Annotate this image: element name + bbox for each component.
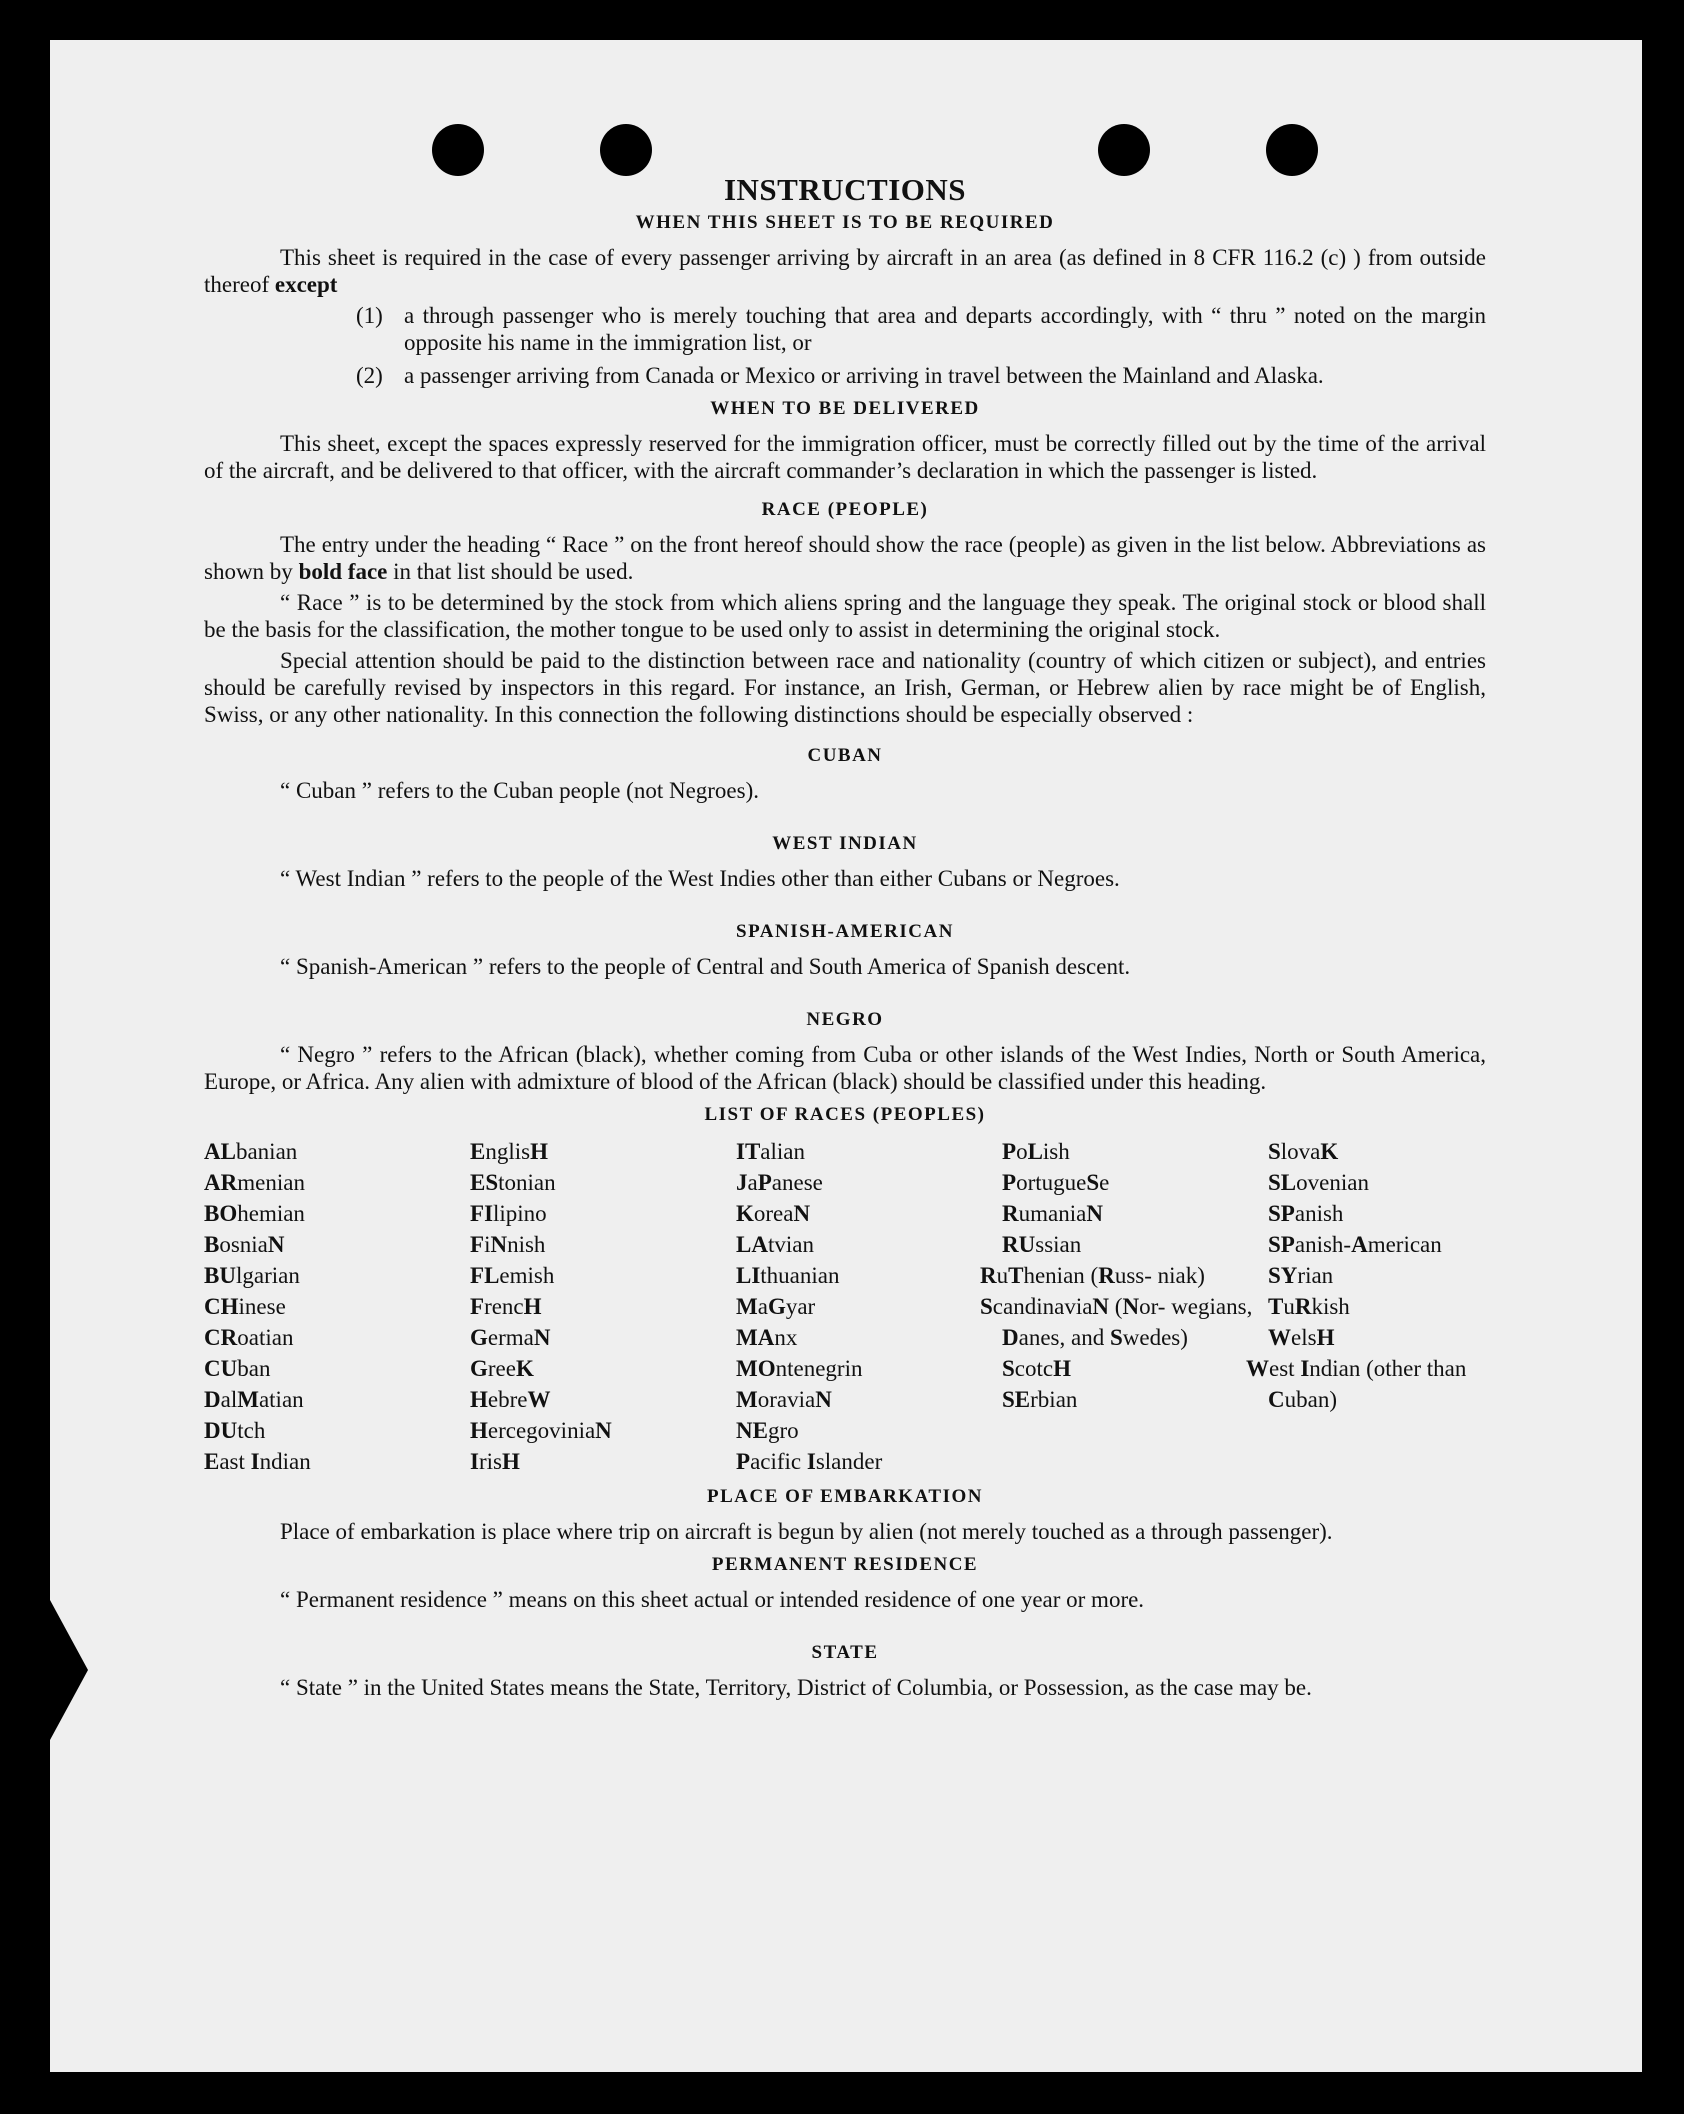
race-entry: SPanish-American [1268,1232,1442,1257]
page-title: INSTRUCTIONS [723,172,966,207]
residence-text: “ Permanent residence ” means on this sheet actual or intended residence of one year or more. [280,1587,1145,1612]
race-entry: RuThenian (Russ- niak) [980,1263,1205,1288]
race-entry: FIlipino [470,1201,547,1226]
section-heading-west-indian: WEST INDIAN [772,833,918,854]
race-entry: SlovaK [1268,1139,1339,1164]
spanish-american-text: “ Spanish-American ” refers to the people of Central and South America of Spanish descent. [280,954,1131,979]
section-heading-delivered: WHEN TO BE DELIVERED [710,398,980,419]
races-list [204,1136,1486,1477]
cuban-text: “ Cuban ” refers to the Cuban people (not Negroes). [280,778,760,803]
race-entry: RumaniaN [1002,1201,1103,1226]
section-heading-list: LIST OF RACES (PEOPLES) [704,1104,986,1125]
race-entry: EnglisH [470,1139,548,1164]
race-entry: ARmenian [204,1170,305,1195]
section-heading-negro: NEGRO [806,1009,884,1030]
embarkation-text: Place of embarkation is place where trip on aircraft is begun by alien (not merely touched as a through passenger). [280,1519,1333,1544]
race-paragraph-1: The entry under the heading “ Race ” on the front hereof should show the race (people) as given in the list below. Abbreviations as shown by bold face in that list should be used. [204,532,1486,584]
race-entry: BUlgarian [204,1263,300,1288]
required-item-2: (2) a passenger arriving from Canada or Mexico or arriving in travel between the Mainland and Alaska. [356,363,1324,388]
race-paragraph-3: Special attention should be paid to the distinction between race and nationality (country of which citizen or subject), and entries should be carefully revised by inspectors in this regard. For instance, an Irish, German, or Hebrew alien by race might be of English, Swiss, or any other nationality. In this connection the following distinctions should be especially observed : [204,648,1486,727]
race-entry: WelsH [1268,1325,1335,1350]
section-heading-race: RACE (PEOPLE) [761,499,929,520]
section-heading-state: STATE [811,1642,879,1663]
race-entry: PoLish [1002,1139,1070,1164]
race-entry: EStonian [470,1170,556,1195]
race-entry: ITalian [736,1139,805,1164]
race-entry: East Indian [204,1449,311,1474]
race-entry: PortugueSe [1002,1170,1110,1195]
race-entry: LAtvian [736,1232,814,1257]
race-entry: ScandinaviaN (Nor- wegians, Danes, and Swedes) [980,1294,1253,1350]
race-entry: MOntenegrin [736,1356,863,1381]
race-entry: DUtch [204,1418,266,1443]
race-entry: GreeK [470,1356,534,1381]
races-column-3 [736,1136,1002,1477]
race-paragraph-2: “ Race ” is to be determined by the stock from which aliens spring and the language they speak. The original stock or blood shall be the basis for the classification, the mother tongue to be used only to assist in determining the original stock. [204,590,1486,642]
race-entry: MoraviaN [736,1387,832,1412]
required-intro: This sheet is required in the case of every passenger arriving by aircraft in an area (as defined in 8 CFR 116.2 (c) ) from outside thereof except [204,245,1486,297]
races-column-5 [1246,1136,1486,1477]
section-heading-cuban: CUBAN [807,745,883,766]
race-entry: NEgro [736,1418,799,1443]
race-entry: LIthuanian [736,1263,840,1288]
race-entry: BosniaN [204,1232,285,1257]
section-heading-required: WHEN THIS SHEET IS TO BE REQUIRED [635,212,1055,233]
race-entry: West Indian (other than Cuban) [1246,1356,1467,1412]
race-entry: CHinese [204,1294,286,1319]
race-entry: HercegoviniaN [470,1418,612,1443]
race-entry: BOhemian [204,1201,305,1226]
west-indian-text: “ West Indian ” refers to the people of the West Indies other than either Cubans or Negroes. [280,866,1120,891]
race-entry: SPanish [1268,1201,1344,1226]
delivered-text: This sheet, except the spaces expressly reserved for the immigration officer, must be correctly filled out by the time of the arrival of the aircraft, and be delivered to that officer, with the aircraft commander’s declaration in which the passenger is listed. [204,431,1486,483]
race-entry: DalMatian [204,1387,304,1412]
race-entry: CRoatian [204,1325,294,1350]
section-heading-embarkation: PLACE OF EMBARKATION [707,1486,983,1507]
race-entry: HebreW [470,1387,551,1412]
required-item-1: (1) a through passenger who is merely touching that area and departs accordingly, with “ thru ” noted on the margin opposite his name in the immigration list, or [356,303,1486,355]
race-entry: MaGyar [736,1294,816,1319]
race-entry: SLovenian [1268,1170,1369,1195]
races-column-1 [204,1136,470,1477]
race-entry: SYrian [1268,1263,1334,1288]
races-column-4 [980,1136,1268,1477]
instructions-content [204,168,1486,1705]
race-entry: CUban [204,1356,271,1381]
section-heading-spanish-american: SPANISH-AMERICAN [736,921,954,942]
race-entry: FLemish [470,1263,555,1288]
state-text: “ State ” in the United States means the State, Territory, District of Columbia, or Possession, as the case may be. [280,1675,1312,1700]
race-entry: FiNnish [470,1232,546,1257]
race-entry: TuRkish [1268,1294,1350,1319]
race-entry: GermaN [470,1325,551,1350]
race-entry: JaPanese [736,1170,823,1195]
negro-text: “ Negro ” refers to the African (black), whether coming from Cuba or other islands of the West Indies, North or South America, Europe, or Africa. Any alien with admixture of blood of the African (black) should be classified under this heading. [204,1042,1486,1094]
race-entry: IrisH [470,1449,520,1474]
race-entry: RUssian [1002,1232,1082,1257]
race-entry: ALbanian [204,1139,298,1164]
race-entry: FrencH [470,1294,542,1319]
page-notch [50,1600,88,1740]
race-entry: SErbian [1002,1387,1078,1412]
race-entry: MAnx [736,1325,798,1350]
races-column-2 [470,1136,736,1477]
race-entry: Pacific Islander [736,1449,883,1474]
race-entry: KoreaN [736,1201,811,1226]
section-heading-residence: PERMANENT RESIDENCE [711,1554,979,1575]
race-entry: ScotcH [1002,1356,1071,1381]
